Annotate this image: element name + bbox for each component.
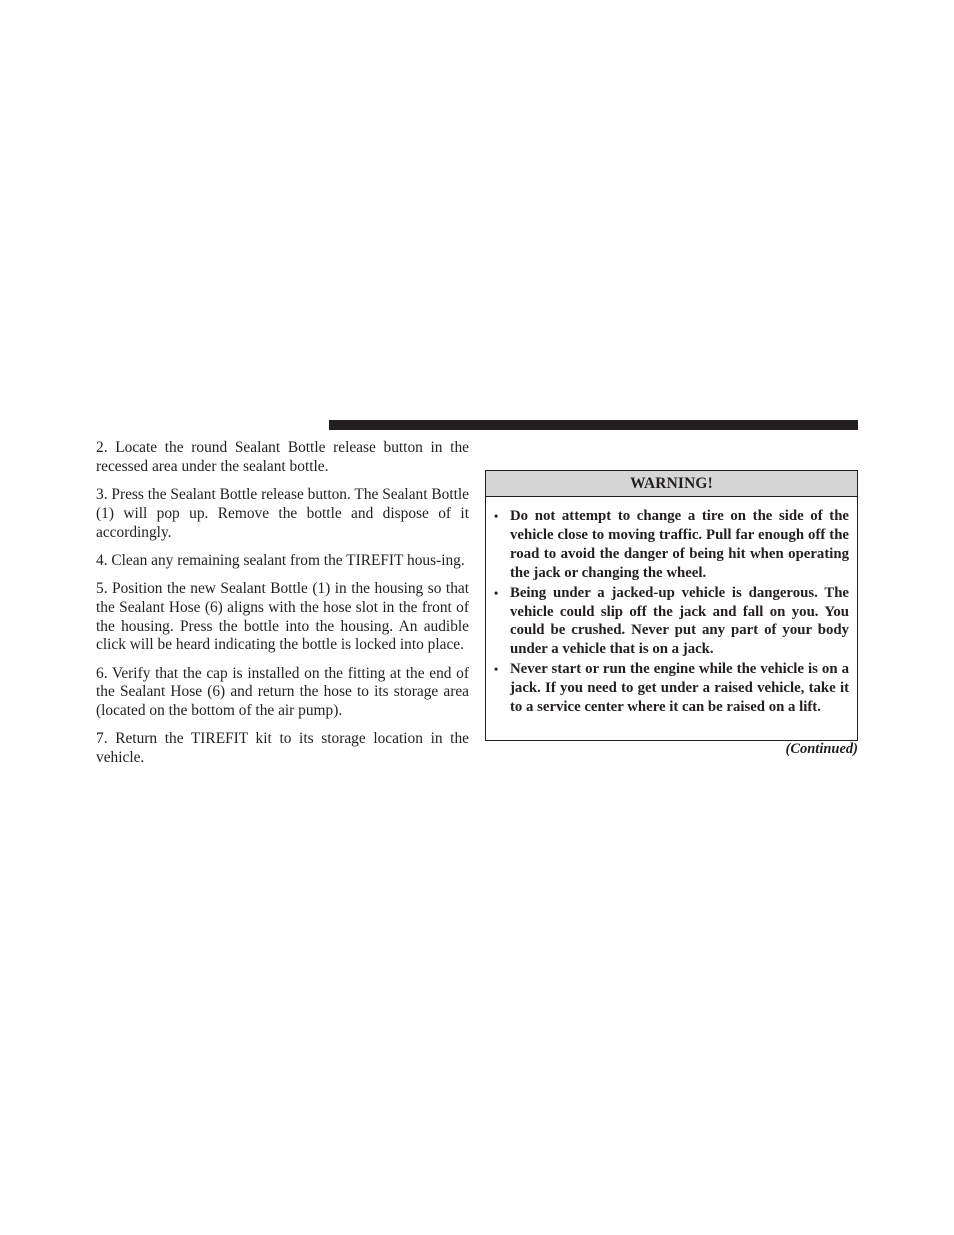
warning-item-jacked-vehicle	[494, 584, 849, 660]
step-6: 6. Verify that the cap is installed on the fitting at the end of the Sealant Hose (6) and return the hose to its storage area (located on the bottom of the air pump).	[96, 664, 469, 720]
continued-label: (Continued)	[785, 741, 858, 757]
step-2: 2. Locate the round Sealant Bottle release button in the recessed area under the sealant bottle.	[96, 439, 469, 475]
warning-box	[485, 470, 858, 741]
warning-title: WARNING!	[486, 471, 857, 497]
bullet-icon: •	[494, 509, 499, 523]
step-5: 5. Position the new Sealant Bottle (1) in the housing so that the Sealant Hose (6) aligns with the hose slot in the front of the housing. Press the bottle into the housing. An audible click will be heard indicating the bottle is locked into place.	[96, 579, 469, 654]
step-7: 7. Return the TIREFIT kit to its storage location in the vehicle.	[96, 730, 469, 767]
step-4: 4. Clean any remaining sealant from the TIREFIT hous-ing.	[96, 551, 465, 569]
warning-item-text: Being under a jacked-up vehicle is dangerous. The vehicle could slip off the jack and fall on you. You could be crushed. Never put any part of your body under a vehicle that is on a jack.	[510, 584, 849, 658]
warning-item-text: Do not attempt to change a tire on the side of the vehicle close to moving traffic. Pull far enough off the road to avoid the danger of being hit when operating the jack or changing the wheel.	[510, 508, 849, 581]
warning-item-traffic	[494, 507, 849, 583]
bullet-icon: •	[494, 662, 499, 677]
instruction-steps	[96, 439, 469, 777]
warning-item-text: Never start or run the engine while the vehicle is on a jack. If you need to get under a raised vehicle, take it to a service center where it can be raised on a lift.	[510, 661, 849, 716]
warning-list	[486, 497, 857, 717]
step-3: 3. Press the Sealant Bottle release button. The Sealant Bottle (1) will pop up. Remove the bottle and dispose of it accordingly.	[96, 485, 469, 541]
section-header-bar	[329, 420, 858, 430]
warning-item-engine	[494, 660, 849, 717]
bullet-icon: •	[494, 585, 499, 600]
